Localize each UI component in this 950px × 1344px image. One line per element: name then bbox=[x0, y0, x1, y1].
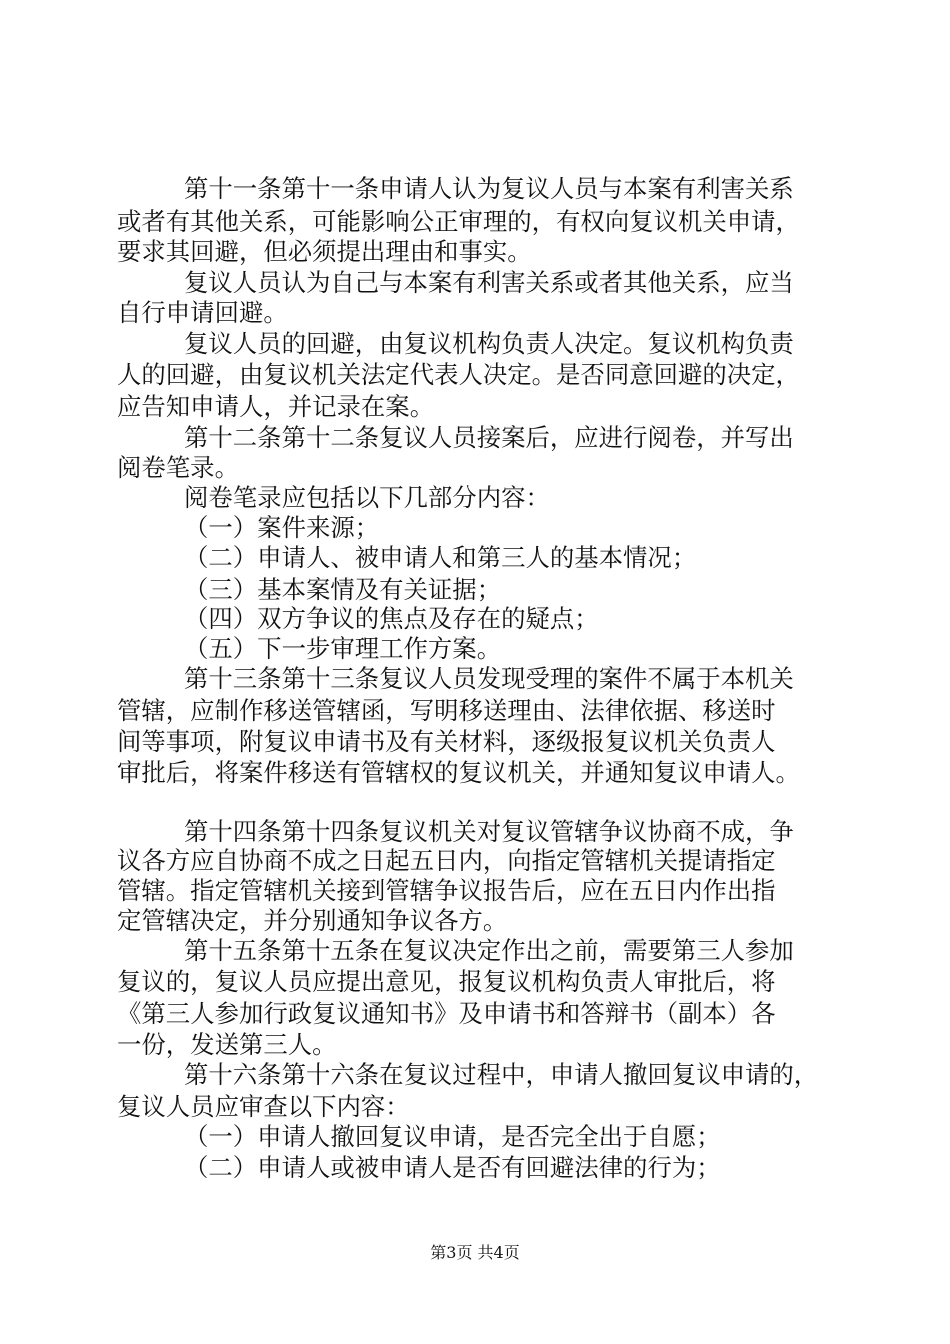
paragraph-line: 复议人员认为自己与本案有利害关系或者其他关系，应当 bbox=[184, 268, 794, 297]
list-item: （二）申请人、被申请人和第三人的基本情况； bbox=[184, 543, 697, 572]
paragraph-line: 阅卷笔录。 bbox=[117, 453, 239, 482]
paragraph-line: 自行申请回避。 bbox=[117, 298, 288, 327]
list-item: （五）下一步审理工作方案。 bbox=[184, 634, 502, 663]
paragraph-line: 第十五条第十五条在复议决定作出之前，需要第三人参加 bbox=[184, 936, 794, 965]
list-item: （一）案件来源； bbox=[184, 513, 380, 542]
paragraph-line: 第十一条第十一条申请人认为复议人员与本案有利害关系 bbox=[184, 174, 794, 203]
paragraph-line: 一份，发送第三人。 bbox=[117, 1030, 337, 1059]
paragraph-line: 第十六条第十六条在复议过程中，申请人撤回复议申请的， bbox=[184, 1060, 819, 1089]
paragraph-line: 应告知申请人，并记录在案。 bbox=[117, 392, 435, 421]
paragraph-line: 复议的，复议人员应提出意见，报复议机构负责人审批后，将 bbox=[117, 967, 776, 996]
paragraph-line: 《第三人参加行政复议通知书》及申请书和答辩书（副本）各 bbox=[117, 999, 776, 1028]
paragraph-line: 管辖，应制作移送管辖函，写明移送理由、法律依据、移送时 bbox=[117, 696, 776, 725]
paragraph-line: 议各方应自协商不成之日起五日内，向指定管辖机关提请指定 bbox=[117, 846, 776, 875]
list-item: （二）申请人或被申请人是否有回避法律的行为； bbox=[184, 1153, 721, 1182]
paragraph-line: 复议人员的回避，由复议机构负责人决定。复议机构负责 bbox=[184, 329, 794, 358]
list-item: （三）基本案情及有关证据； bbox=[184, 575, 502, 604]
paragraph-line: 第十二条第十二条复议人员接案后，应进行阅卷，并写出 bbox=[184, 423, 794, 452]
paragraph-line: 第十三条第十三条复议人员发现受理的案件不属于本机关 bbox=[184, 664, 794, 693]
paragraph-line: 或者有其他关系，可能影响公正审理的，有权向复议机关申请， bbox=[117, 207, 800, 236]
paragraph-line: 要求其回避，但必须提出理由和事实。 bbox=[117, 237, 532, 266]
paragraph-line: 间等事项，附复议申请书及有关材料，逐级报复议机关负责人 bbox=[117, 727, 776, 756]
paragraph-line: 管辖。指定管辖机关接到管辖争议报告后，应在五日内作出指 bbox=[117, 876, 776, 905]
paragraph-line: 人的回避，由复议机关法定代表人决定。是否同意回避的决定， bbox=[117, 360, 800, 389]
paragraph-line: 审批后，将案件移送有管辖权的复议机关，并通知复议申请人。 bbox=[117, 758, 800, 787]
paragraph-line: 第十四条第十四条复议机关对复议管辖争议协商不成，争 bbox=[184, 817, 794, 846]
paragraph-line: 定管辖决定，并分别通知争议各方。 bbox=[117, 906, 508, 935]
paragraph-line: 复议人员应审查以下内容： bbox=[117, 1092, 410, 1121]
paragraph-line: 阅卷笔录应包括以下几部分内容： bbox=[184, 483, 550, 512]
list-item: （一）申请人撤回复议申请，是否完全出于自愿； bbox=[184, 1122, 721, 1151]
list-item: （四）双方争议的焦点及存在的疑点； bbox=[184, 604, 599, 633]
page-number-footer: 第3页 共4页 bbox=[430, 1243, 520, 1262]
